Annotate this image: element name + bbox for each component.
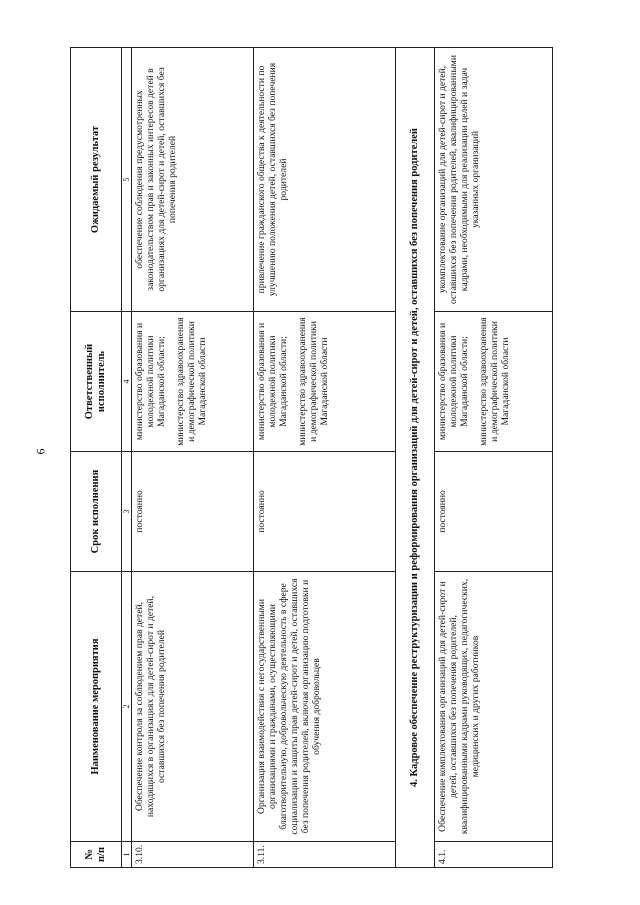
row-number: 4.1. (435, 842, 553, 868)
measure-term: постоянно (254, 452, 396, 572)
measures-table (70, 47, 553, 868)
measure-name: Организация взаимодействия с негосударственными организациями и гражданами, осуществляющими благотворительную, добровольческую деятельность в сфере социализации и защиты прав детей-сирот и детей, оставшихся без попечения родителей, включая организацию подготовки и обучения добровольцев (254, 572, 396, 842)
column-index: 3 (122, 452, 132, 572)
responsible-ministry-education: министерство образования и молодежной политики Магаданской области; (134, 322, 168, 441)
table-row (254, 48, 396, 868)
header-term: Срок исполнения (71, 452, 122, 572)
measure-responsible (254, 312, 396, 452)
measure-responsible (435, 312, 553, 452)
measure-name: Обеспечение комплектования организаций для детей-сирот и детей, оставшихся без попечения родителей, квалифицированными кадрами руководящих, педагогических, медицинских и других работников (435, 572, 553, 842)
responsible-ministry-education: министерство образования и молодежной политики Магаданской области; (256, 322, 290, 441)
section-heading: 4. Кадровое обеспечение реструктуризации и реформирования организаций для детей-сирот и детей, оставшихся без попечения родителей (396, 48, 435, 868)
measure-result: укомплектование организаций для детей-сирот и детей, оставшихся без попечения родителей, квалифицированными кадрами, необходимыми для реализации целей и задач указанных организаций (435, 48, 553, 312)
responsible-ministry-health: министерство здравоохранения и демографической политики Магаданской области (297, 317, 331, 446)
column-index: 2 (122, 572, 132, 842)
responsible-ministry-health: министерство здравоохранения и демографической политики Магаданской области (175, 317, 209, 446)
header-result: Ожидаемый результат (71, 48, 122, 312)
row-number: 3.10. (132, 842, 254, 868)
header-responsible: Ответственный исполнитель (71, 312, 122, 452)
measure-term: постоянно (132, 452, 254, 572)
measure-result: привлечение гражданского общества к деятельности по улучшению положения детей, оставшихся без попечения родителей (254, 48, 396, 312)
section-heading-row (396, 48, 435, 868)
column-index: 4 (122, 312, 132, 452)
column-index-row (122, 48, 132, 868)
measure-result: обеспечение соблюдения предусмотренных законодательством прав и законных интересов детей в организациях для детей-сирот и детей, оставшихся без попечения родителей (132, 48, 254, 312)
measure-responsible (132, 312, 254, 452)
table-row (435, 48, 553, 868)
header-num: № п/п (71, 842, 122, 868)
column-index: 1 (122, 842, 132, 868)
measure-name: Обеспечение контроля за соблюдением прав детей, находящихся в организациях для детей-сирот и детей, оставшихся без попечения родителей (132, 572, 254, 842)
responsible-ministry-education: министерство образования и молодежной политики Магаданской области; (437, 322, 471, 441)
table-row (132, 48, 254, 868)
page-number: 6 (33, 448, 48, 455)
header-name: Наименование мероприятия (71, 572, 122, 842)
responsible-ministry-health: министерство здравоохранения и демографической политики Магаданской области (478, 317, 512, 446)
table-header-row (71, 48, 122, 868)
column-index: 5 (122, 48, 132, 312)
row-number: 3.11. (254, 842, 396, 868)
measure-term: постоянно (435, 452, 553, 572)
